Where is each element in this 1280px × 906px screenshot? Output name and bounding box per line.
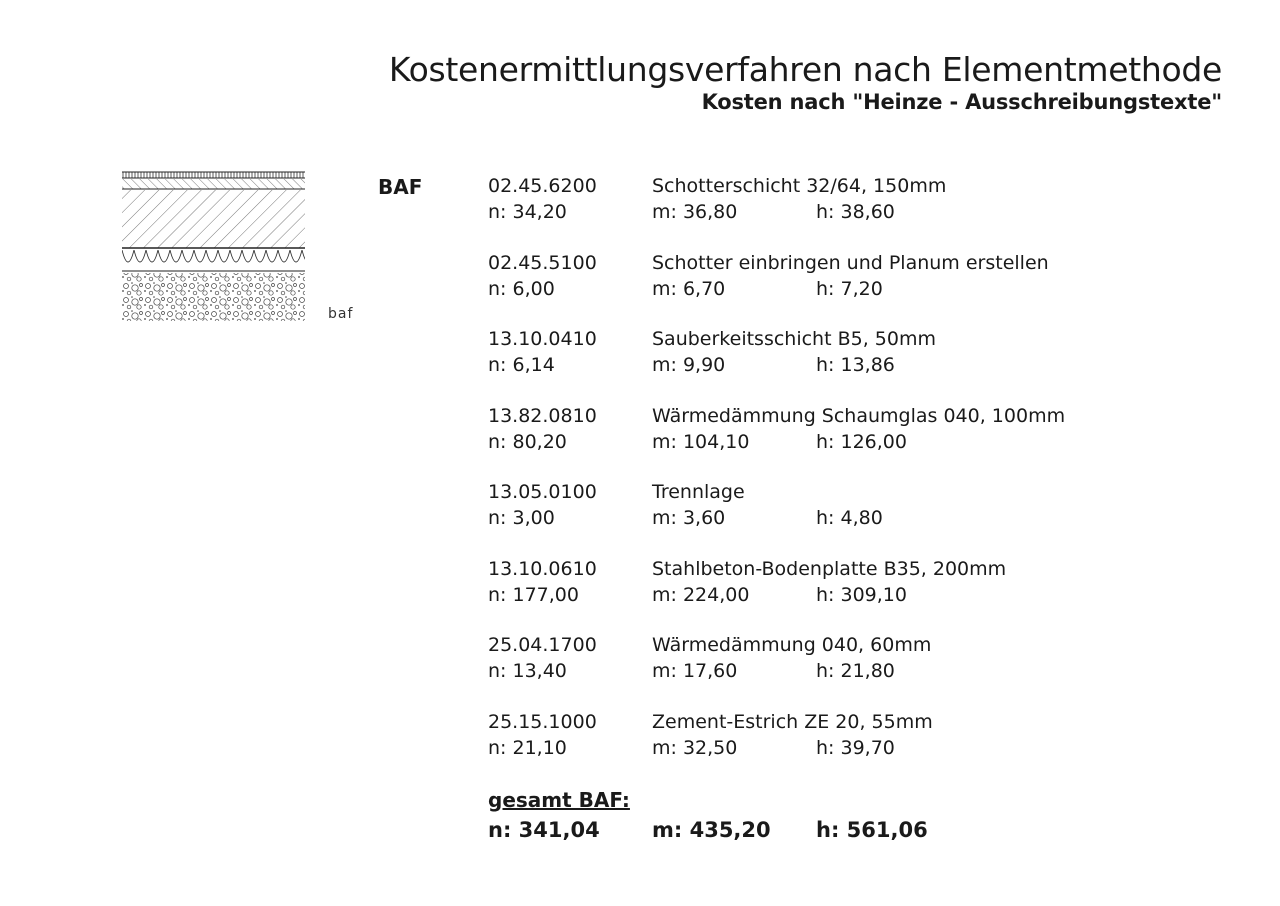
cost-m: m: 104,10 <box>652 430 750 453</box>
total-h: h: 561,06 <box>816 818 928 842</box>
position-description: Zement-Estrich ZE 20, 55mm <box>652 710 933 733</box>
cost-h: h: 4,80 <box>816 507 883 529</box>
cost-m: m: 224,00 <box>652 583 750 606</box>
positions-list <box>488 175 1208 787</box>
cost-h: h: 126,00 <box>816 430 907 453</box>
cost-h: h: 309,10 <box>816 583 907 606</box>
cost-n: n: 80,20 <box>488 430 567 453</box>
position-description: Stahlbeton-Bodenplatte B35, 200mm <box>652 557 1007 580</box>
total-m: m: 435,20 <box>652 818 771 842</box>
total-n: n: 341,04 <box>488 818 600 842</box>
position-item <box>488 634 1208 711</box>
diagram-label: baf <box>328 306 354 322</box>
position-code: 13.82.0810 <box>488 404 597 427</box>
page-title: Kostenermittlungsverfahren nach Elementmethode <box>388 50 1222 89</box>
cost-n: n: 177,00 <box>488 583 579 606</box>
page-subtitle: Kosten nach "Heinze - Ausschreibungstexte" <box>701 90 1222 114</box>
cost-h: h: 38,60 <box>816 201 895 223</box>
position-code: 02.45.6200 <box>488 175 597 197</box>
cost-n: n: 6,14 <box>488 354 555 376</box>
cost-h: h: 21,80 <box>816 660 895 682</box>
position-description: Trennlage <box>652 481 745 503</box>
position-code: 13.10.0410 <box>488 328 597 350</box>
cost-n: n: 13,40 <box>488 660 567 682</box>
position-description: Wärmedämmung 040, 60mm <box>652 634 932 656</box>
position-description: Sauberkeitsschicht B5, 50mm <box>652 328 936 350</box>
position-code: 02.45.5100 <box>488 251 597 274</box>
cost-n: n: 34,20 <box>488 201 567 223</box>
cost-m: m: 6,70 <box>652 277 726 300</box>
position-code: 13.05.0100 <box>488 481 597 503</box>
position-item <box>488 481 1208 558</box>
position-item <box>488 405 1208 482</box>
cost-h: h: 7,20 <box>816 277 883 300</box>
total-label: gesamt BAF: <box>488 788 630 812</box>
position-item <box>488 175 1208 252</box>
cost-n: n: 6,00 <box>488 277 555 300</box>
position-description: Schotter einbringen und Planum erstellen <box>652 251 1049 274</box>
position-item <box>488 252 1208 329</box>
position-description: Wärmedämmung Schaumglas 040, 100mm <box>652 404 1066 427</box>
cost-n: n: 3,00 <box>488 507 555 529</box>
layer-section-diagram <box>122 170 308 322</box>
cost-h: h: 13,86 <box>816 354 895 376</box>
cost-n: n: 21,10 <box>488 736 567 759</box>
cost-m: m: 3,60 <box>652 507 726 529</box>
position-code: 25.15.1000 <box>488 710 597 733</box>
position-item <box>488 328 1208 405</box>
cost-m: m: 36,80 <box>652 201 738 223</box>
cost-h: h: 39,70 <box>816 736 895 759</box>
position-code: 25.04.1700 <box>488 634 597 656</box>
section-code: BAF <box>378 175 423 199</box>
position-description: Schotterschicht 32/64, 150mm <box>652 175 947 197</box>
position-item <box>488 558 1208 635</box>
cost-m: m: 32,50 <box>652 736 738 759</box>
cost-m: m: 17,60 <box>652 660 738 682</box>
position-code: 13.10.0610 <box>488 557 597 580</box>
cost-m: m: 9,90 <box>652 354 726 376</box>
position-item <box>488 711 1208 788</box>
